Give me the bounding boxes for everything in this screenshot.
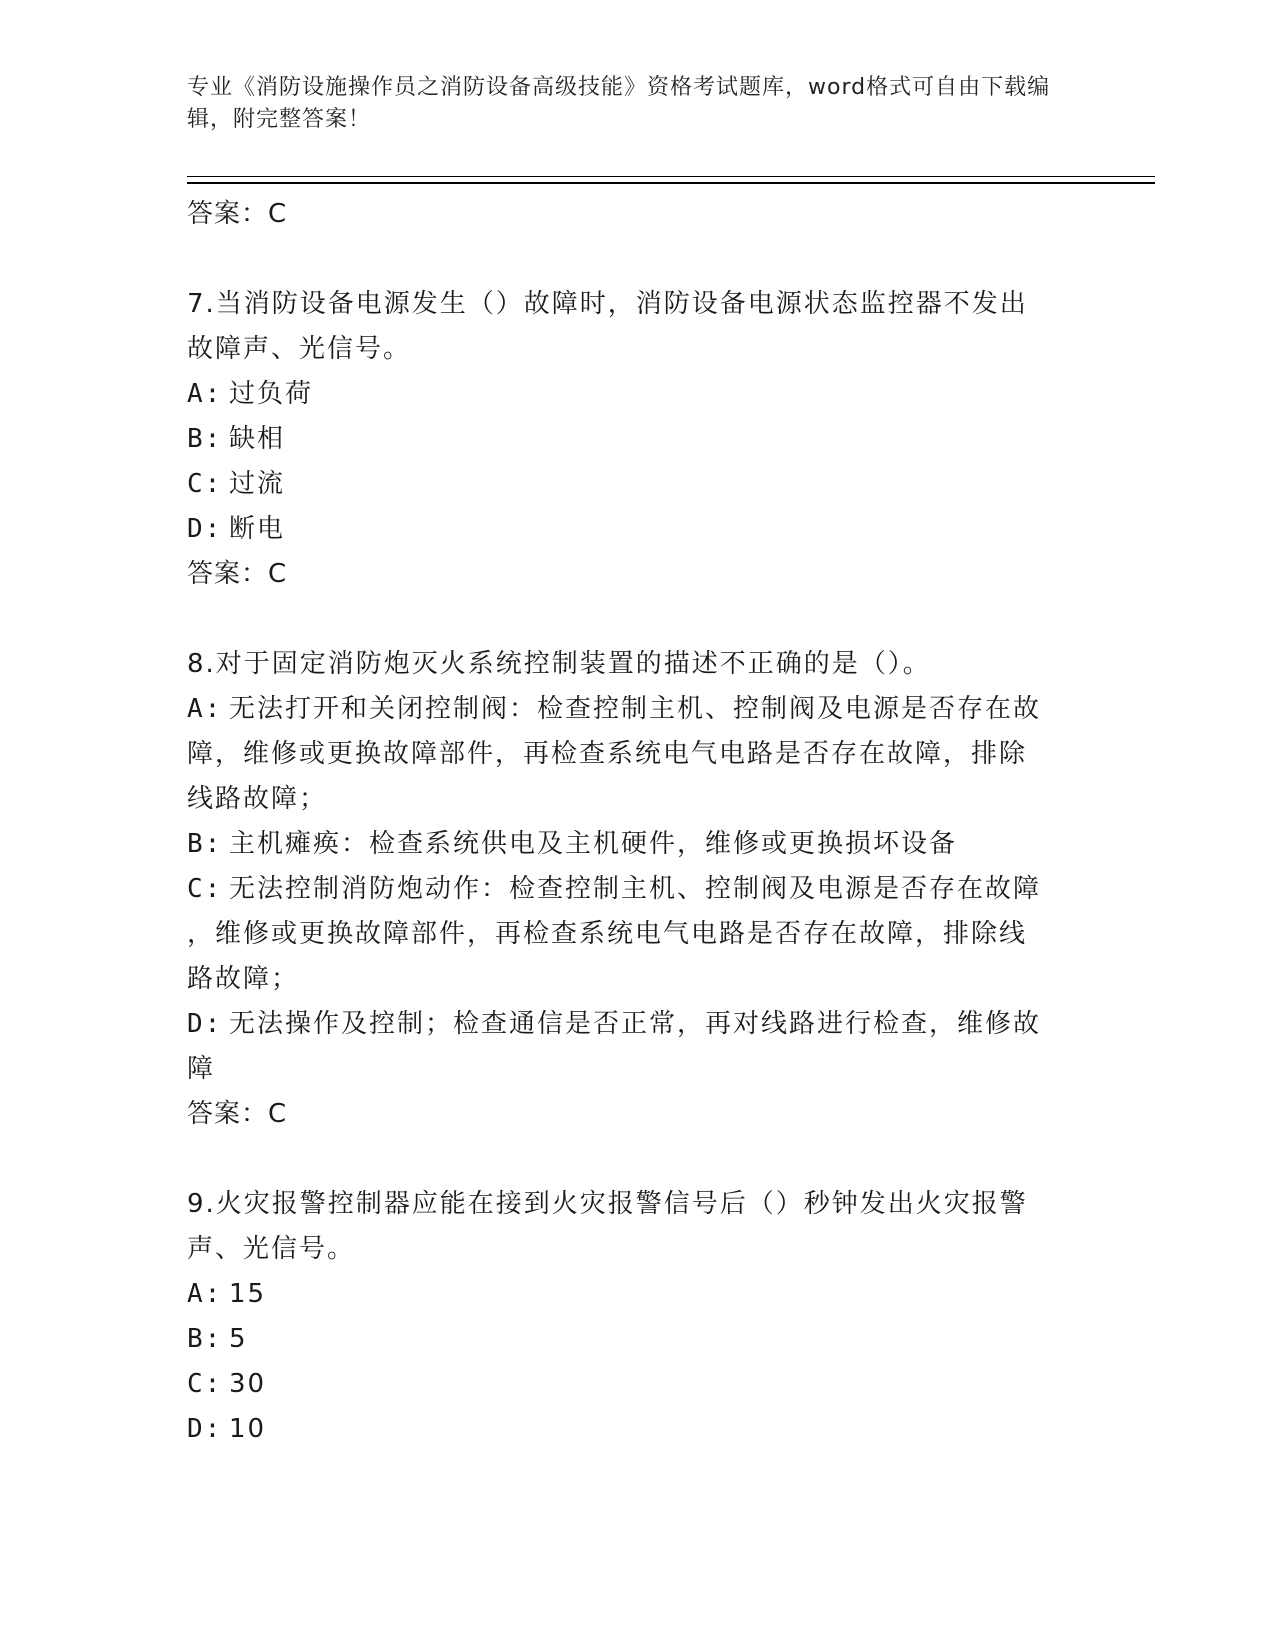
question-text: 9.火灾报警控制器应能在接到火灾报警信号后（）秒钟发出火灾报警 [187, 1189, 1028, 1219]
question-block [187, 642, 1077, 1137]
answer-line: 答案：C [187, 1099, 288, 1129]
document-header: 专业《消防设施操作员之消防设备高级技能》资格考试题库，word格式可自由下载编辑，附完整答案！ [187, 75, 1051, 132]
question-block [187, 282, 1077, 597]
question-text: 声、光信号。 [187, 1234, 356, 1264]
option-label: D: [187, 1009, 223, 1039]
option-item [187, 1407, 1077, 1452]
option-item [187, 687, 1077, 732]
option-item [187, 822, 1077, 867]
option-item [187, 1317, 1077, 1362]
question-block [187, 1182, 1077, 1452]
option-text: 5 [229, 1324, 248, 1354]
option-text: 10 [229, 1414, 267, 1444]
answer-line: 答案：C [187, 559, 288, 589]
option-text: 断电 [229, 514, 286, 544]
option-continuation: ，维修或更换故障部件，再检查系统电气电路是否存在故障，排除线 [187, 919, 1028, 949]
option-label: B: [187, 829, 223, 859]
answer-line: 答案：C [187, 199, 288, 229]
option-label: D: [187, 514, 223, 544]
option-label: B: [187, 424, 223, 454]
option-text: 缺相 [229, 424, 286, 454]
option-text: 过负荷 [229, 379, 314, 409]
option-label: C: [187, 1369, 223, 1399]
option-text: 15 [229, 1279, 267, 1309]
option-label: A: [187, 694, 223, 724]
question-text: 故障声、光信号。 [187, 334, 412, 364]
option-text: 无法控制消防炮动作：检查控制主机、控制阀及电源是否存在故障 [229, 874, 1042, 904]
option-label: B: [187, 1324, 223, 1354]
question-content [187, 192, 1077, 1452]
question-text: 8.对于固定消防炮灭火系统控制装置的描述不正确的是（）。 [187, 649, 931, 679]
option-text: 无法操作及控制；检查通信是否正常，再对线路进行检查，维修故 [229, 1009, 1042, 1039]
option-text: 过流 [229, 469, 286, 499]
option-item [187, 867, 1077, 912]
option-continuation: 障 [187, 1054, 216, 1084]
option-item [187, 462, 1077, 507]
option-item [187, 1272, 1077, 1317]
option-continuation: 线路故障； [187, 784, 328, 814]
option-text: 主机瘫痪：检查系统供电及主机硬件，维修或更换损坏设备 [229, 829, 958, 859]
option-label: A: [187, 379, 223, 409]
option-label: D: [187, 1414, 223, 1444]
option-text: 30 [229, 1369, 267, 1399]
option-item [187, 1002, 1077, 1047]
header-divider [187, 176, 1155, 184]
option-label: A: [187, 1279, 223, 1309]
option-item [187, 507, 1077, 552]
question-text: 7.当消防设备电源发生（）故障时，消防设备电源状态监控器不发出 [187, 289, 1028, 319]
option-item [187, 372, 1077, 417]
option-text: 无法打开和关闭控制阀：检查控制主机、控制阀及电源是否存在故 [229, 694, 1042, 724]
option-label: C: [187, 469, 223, 499]
option-continuation: 路故障； [187, 964, 300, 994]
option-label: C: [187, 874, 223, 904]
option-continuation: 障，维修或更换故障部件，再检查系统电气电路是否存在故障，排除 [187, 739, 1028, 769]
option-item [187, 1362, 1077, 1407]
option-item [187, 417, 1077, 462]
